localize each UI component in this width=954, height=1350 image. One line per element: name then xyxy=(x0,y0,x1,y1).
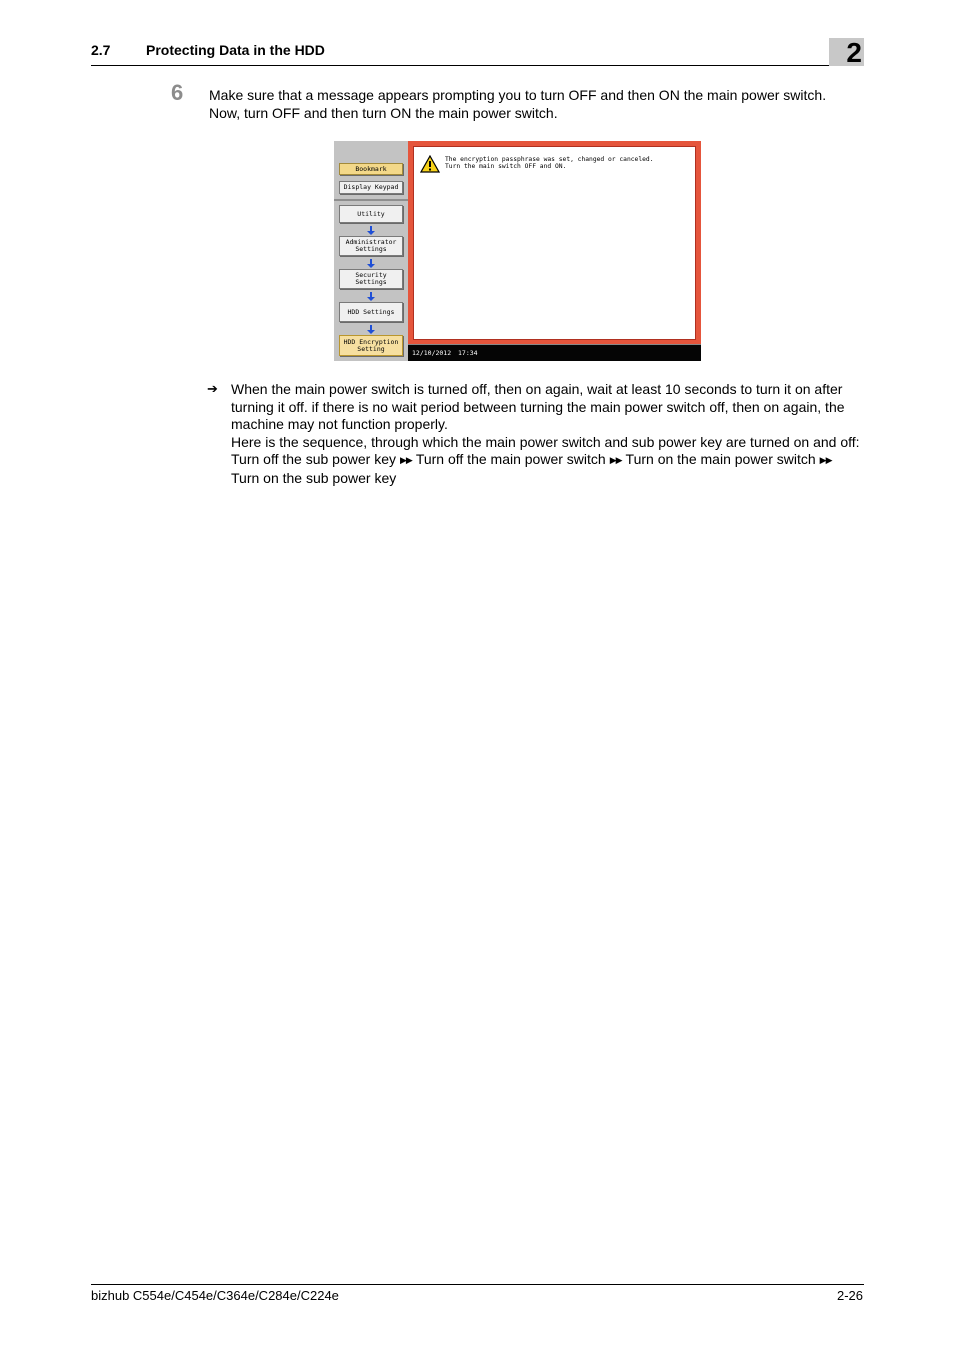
display-keypad-button[interactable]: Display Keypad xyxy=(339,181,403,194)
message-box xyxy=(413,146,696,340)
section-title: Protecting Data in the HDD xyxy=(146,42,325,58)
sidebar-divider xyxy=(334,199,408,201)
step-number: 6 xyxy=(171,80,184,105)
panel-sidebar xyxy=(334,141,408,361)
double-arrow-icon: ▶▶ xyxy=(609,455,622,465)
sequence-step-4: Turn on the sub power key xyxy=(231,469,397,486)
bookmark-button[interactable]: Bookmark xyxy=(339,163,403,175)
status-bar xyxy=(408,344,701,361)
chapter-badge: 2 xyxy=(829,38,864,66)
control-panel-screenshot xyxy=(334,141,701,361)
status-date: 12/10/2012 xyxy=(412,349,452,357)
sequence-step-3: Turn on the main power switch xyxy=(625,451,816,467)
step-text xyxy=(209,86,869,122)
step-line-2: Now, turn OFF and then turn ON the main power switch. xyxy=(209,105,558,121)
message-pane xyxy=(408,141,701,344)
right-arrow-icon: ➔ xyxy=(207,381,218,396)
hdd-settings-button[interactable]: HDD Settings xyxy=(339,302,403,322)
administrator-settings-button[interactable]: Administrator Settings xyxy=(339,236,403,256)
double-arrow-icon: ▶▶ xyxy=(399,455,412,465)
note-sequence xyxy=(231,451,863,487)
utility-button[interactable]: Utility xyxy=(339,205,403,223)
note-paragraph-1: When the main power switch is turned off, then on again, wait at least 10 seconds to turn it on after turning it off. if there is no wait period between turning the main power switch off, then on again, the machine may not function properly. xyxy=(231,381,845,432)
section-number: 2.7 xyxy=(91,42,111,58)
note-block xyxy=(231,381,863,487)
double-arrow-icon: ▶▶ xyxy=(819,455,832,465)
security-settings-button[interactable]: Security Settings xyxy=(339,269,403,289)
footer-rule xyxy=(91,1284,864,1285)
page-number: 2-26 xyxy=(836,1288,863,1303)
sequence-step-2: Turn off the main power switch xyxy=(415,451,606,467)
warning-message: The encryption passphrase was set, changed or canceled. Turn the main switch OFF and ON. xyxy=(445,156,654,170)
note-paragraph-2: Here is the sequence, through which the main power switch and sub power key are turned on and off: xyxy=(231,433,860,450)
down-arrow-icon xyxy=(367,292,375,301)
down-arrow-icon xyxy=(367,259,375,268)
down-arrow-icon xyxy=(367,325,375,334)
footer-model: bizhub C554e/C454e/C364e/C284e/C224e xyxy=(91,1288,339,1303)
step-line-1: Make sure that a message appears prompting you to turn OFF and then ON the main power switch. xyxy=(209,87,827,103)
header-rule xyxy=(91,65,864,66)
hdd-encryption-setting-button[interactable]: HDD Encryption Setting xyxy=(339,335,403,356)
sequence-step-1: Turn off the sub power key xyxy=(231,451,396,467)
status-time: 17:34 xyxy=(458,349,478,357)
down-arrow-icon xyxy=(367,226,375,235)
warning-icon xyxy=(420,155,440,173)
